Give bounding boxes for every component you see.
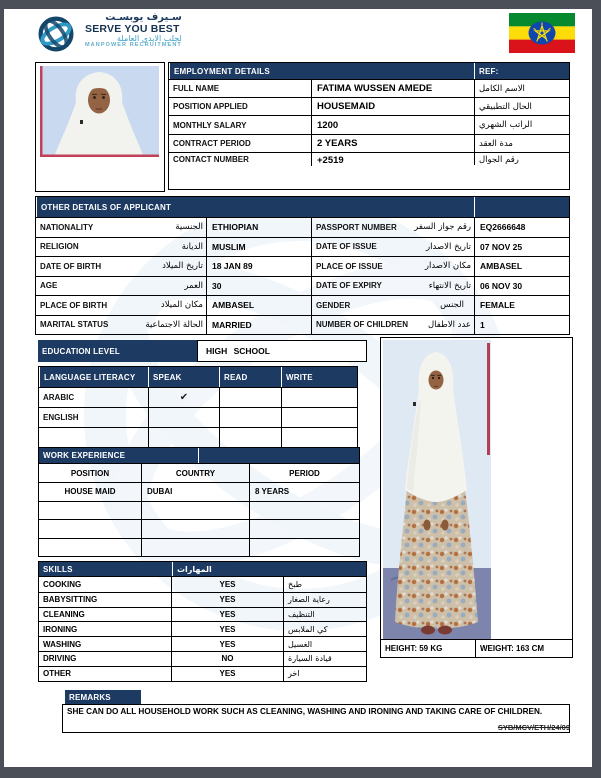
skills-header: SKILLS (39, 562, 173, 576)
education-level-value: HIGH SCHOOL (197, 340, 367, 362)
number-of-children-label: NUMBER OF CHILDREN (316, 320, 408, 330)
logo-arabic-title: سـيرف يوبسـت (105, 12, 182, 23)
age-arabic-label: العمر (184, 280, 203, 291)
agency-logo (33, 11, 182, 57)
ref-header: REF: (474, 63, 569, 79)
ironing-label: IRONING (43, 624, 78, 634)
work-row-empty (39, 502, 141, 520)
number-of-children-value: 1 (474, 316, 568, 335)
other-skill-value: YES (171, 667, 283, 681)
weight-value: WEIGHT: 163 CM (480, 644, 545, 653)
driving-value: NO (171, 652, 283, 666)
babysitting-label: BABYSITTING (43, 595, 98, 605)
monthly-salary-label: MONTHLY SALARY (173, 120, 247, 130)
monthly-salary-arabic-label: الراتب الشهري (474, 116, 568, 134)
language-row-english: ENGLISH (43, 413, 79, 422)
washing-value: YES (171, 637, 283, 651)
empty-read-cell (219, 428, 281, 447)
portrait-photo-frame (35, 62, 165, 192)
language-row-empty (39, 428, 148, 447)
ethiopia-flag-icon (509, 13, 575, 53)
place-of-issue-label: PLACE OF ISSUE (316, 261, 383, 271)
full-name-value: FATIMA WUSSEN AMEDE (311, 80, 474, 97)
employment-details-table (168, 62, 570, 190)
marital-status-value: MARRIED (206, 316, 311, 335)
gender-value: FEMALE (474, 296, 568, 315)
read-header: READ (219, 367, 281, 387)
work-period-value: 8 YEARS (249, 483, 359, 501)
height-weight-row (381, 639, 572, 657)
position-applied-arabic-label: الحال التطبيقي (474, 98, 568, 115)
other-skill-arabic-label: اخر (283, 667, 366, 681)
passport-number-label: PASSPORT NUMBER (316, 222, 397, 232)
date-of-expiry-value: 06 NOV 30 (474, 277, 568, 296)
passport-number-value: EQ2666648 (474, 218, 568, 237)
speak-header: SPEAK (148, 367, 219, 387)
driving-arabic-label: قيادة السيارة (283, 652, 366, 666)
date-of-birth-value: 18 JAN 89 (206, 257, 311, 276)
date-of-issue-label: DATE OF ISSUE (316, 242, 377, 252)
work-row-empty-cell (141, 520, 249, 538)
english-speak-cell (148, 408, 219, 427)
place-of-issue-value: AMBASEL (474, 257, 568, 276)
cooking-label: COOKING (43, 579, 82, 589)
age-label: AGE (40, 281, 58, 291)
place-of-birth-label: PLACE OF BIRTH (40, 300, 108, 310)
work-experience-band-spacer (199, 448, 359, 463)
gender-label: GENDER (316, 300, 351, 310)
arabic-write-cell (281, 388, 357, 407)
ironing-arabic-label: كي الملابس (283, 622, 366, 636)
work-row-empty-cell (249, 539, 359, 557)
work-row-empty (39, 520, 141, 538)
full-body-photo-panel (380, 337, 573, 658)
remarks-box (62, 704, 570, 733)
date-of-expiry-arabic-label: تاريخ الانتهاء (428, 280, 471, 291)
period-column-header: PERIOD (249, 464, 359, 482)
date-of-issue-arabic-label: تاريخ الاصدار (426, 241, 471, 252)
position-applied-label: POSITION APPLIED (173, 102, 248, 111)
work-experience-band (38, 447, 360, 463)
write-header: WRITE (281, 367, 357, 387)
logo-subtitle: MANPOWER RECRUITMENT (85, 41, 182, 48)
contract-period-value: 2 YEARS (311, 135, 474, 152)
contact-number-arabic-label: رقم الجوال (474, 153, 568, 165)
date-of-expiry-label: DATE OF EXPIRY (316, 281, 382, 291)
place-of-birth-value: AMBASEL (206, 296, 311, 315)
date-of-birth-label: DATE OF BIRTH (40, 261, 102, 271)
number-of-children-arabic-label: عدد الاطفال (427, 319, 471, 330)
arabic-speak-check-icon: ✔ (148, 388, 219, 407)
applicant-full-body-photo (383, 340, 491, 639)
cleaning-value: YES (171, 608, 283, 622)
cooking-arabic-label: طبخ (283, 577, 366, 592)
place-of-birth-arabic-label: مكان الميلاد (160, 300, 203, 311)
education-level-header: EDUCATION LEVEL (38, 340, 197, 362)
washing-label: WASHING (43, 639, 82, 649)
position-applied-value: HOUSEMAID (311, 98, 474, 115)
cleaning-arabic-label: التنظيف (283, 608, 366, 622)
marital-status-arabic-label: الحالة الاجتماعية (145, 319, 203, 330)
contact-number-label: CONTACT NUMBER (173, 155, 249, 164)
passport-number-arabic-label: رقم جواز السفر (414, 222, 471, 233)
empty-write-cell (281, 428, 357, 447)
religion-value: MUSLIM (206, 238, 311, 257)
full-name-label: FULL NAME (173, 84, 220, 93)
full-name-arabic-label: الاسم الكامل (474, 80, 568, 97)
position-column-header: POSITION (70, 468, 110, 478)
english-write-cell (281, 408, 357, 427)
religion-arabic-label: الديانة (181, 241, 203, 252)
education-level-section (38, 340, 367, 362)
language-literacy-header: LANGUAGE LITERACY (39, 367, 148, 387)
skills-arabic-header: المهارات (173, 562, 366, 576)
work-row-empty-cell (249, 520, 359, 538)
globe-logo-icon (33, 11, 79, 57)
work-experience-header: WORK EXPERIENCE (39, 448, 199, 463)
footer-reference-code: SYB/MCV/ETH/24/09 (497, 723, 570, 732)
skills-band (38, 561, 367, 576)
work-row-empty-cell (141, 539, 249, 557)
remarks-text: SHE CAN DO ALL HOUSEHOLD WORK SUCH AS CLEANING, WASHING AND IRONING AND TAKING CARE OF CHILDREN. (67, 707, 543, 716)
skills-table (38, 576, 367, 682)
empty-speak-cell (148, 428, 219, 447)
nationality-arabic-label: الجنسية (175, 222, 203, 233)
driving-label: DRIVING (43, 654, 77, 664)
religion-label: RELIGION (40, 242, 79, 252)
contract-period-label: CONTRACT PERIOD (173, 139, 251, 148)
arabic-read-cell (219, 388, 281, 407)
work-experience-table (38, 463, 360, 557)
work-country-value: DUBAI (141, 483, 249, 501)
remarks-header: REMARKS (65, 690, 141, 704)
work-row-empty-cell (141, 502, 249, 520)
contract-period-arabic-label: مدة العقد (474, 135, 568, 152)
nationality-value: ETHIOPIAN (206, 218, 311, 237)
marital-status-label: MARITAL STATUS (40, 320, 109, 330)
date-of-issue-value: 07 NOV 25 (474, 238, 568, 257)
contact-number-value: +2519 (311, 153, 474, 166)
age-value: 30 (206, 277, 311, 296)
gender-arabic-label: الجنس (440, 300, 464, 311)
babysitting-value: YES (171, 593, 283, 607)
other-skill-label: OTHER (43, 669, 71, 679)
language-literacy-table (38, 366, 358, 448)
employment-details-header: EMPLOYMENT DETAILS (169, 63, 474, 79)
other-details-table (35, 196, 570, 335)
babysitting-arabic-label: رعاية الصغار (283, 593, 366, 607)
other-details-header: OTHER DETAILS OF APPLICANT (36, 197, 474, 217)
monthly-salary-value: 1200 (311, 116, 474, 134)
logo-arabic-subtitle: لجلب الايدي العاملة (117, 33, 182, 43)
cooking-value: YES (171, 577, 283, 592)
applicant-portrait-photo (40, 66, 159, 157)
work-row-empty-cell (249, 502, 359, 520)
height-value: HEIGHT: 59 KG (381, 640, 476, 657)
work-row-empty (39, 539, 141, 557)
country-column-header: COUNTRY (141, 464, 249, 482)
ironing-value: YES (171, 622, 283, 636)
nationality-label: NATIONALITY (40, 222, 94, 232)
english-read-cell (219, 408, 281, 427)
logo-title: SERVE YOU BEST (85, 22, 180, 35)
date-of-birth-arabic-label: تاريخ الميلاد (162, 261, 203, 272)
washing-arabic-label: الغسيل (283, 637, 366, 651)
cleaning-label: CLEANING (43, 609, 85, 619)
language-row-arabic: ARABIC (43, 393, 75, 402)
work-position-value: HOUSE MAID (64, 487, 116, 497)
place-of-issue-arabic-label: مكان الاصدار (424, 261, 471, 272)
other-details-header-spacer (474, 197, 569, 217)
